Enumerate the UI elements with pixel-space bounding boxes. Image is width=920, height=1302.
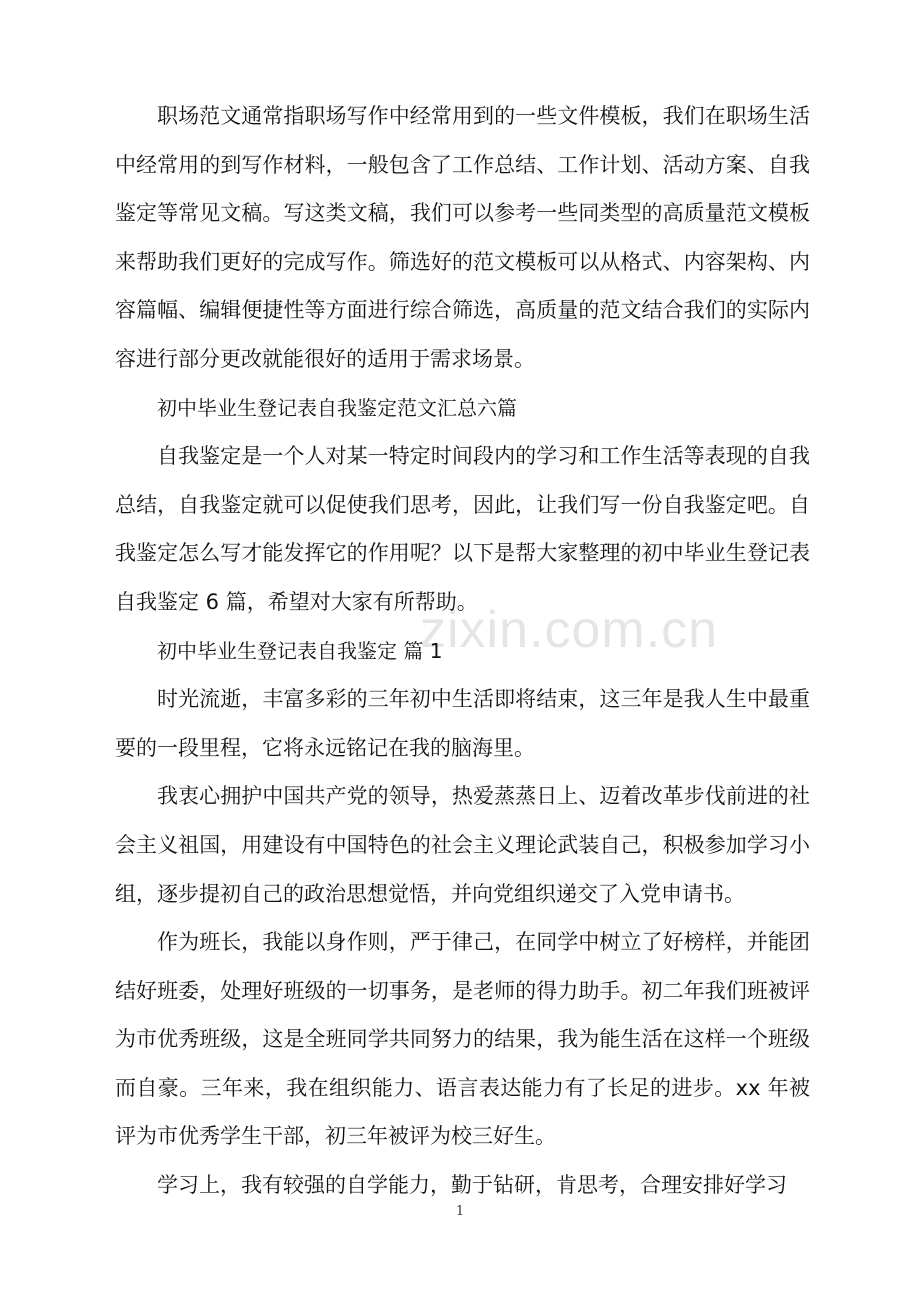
document-body [115,92,810,1210]
body-paragraph-2: 我衷心拥护中国共产党的领导，热爱蒸蒸日上、迈着改革步伐前进的社会主义祖国，用建设有中国特色的社会主义理论武装自己，积极参加学习小组，逐步提初自己的政治思想觉悟，并向党组织递交了入党申请书。 [115,784,810,906]
body-paragraph-4: 学习上，我有较强的自学能力，勤于钻研，肯思考，合理安排好学习 [157,1173,787,1198]
document-title: 初中毕业生登记表自我鉴定范文汇总六篇 [157,395,517,420]
overview-paragraph: 自我鉴定是一个人对某一特定时间段内的学习和工作生活等表现的自我总结，自我鉴定就可以促使我们思考，因此，让我们写一份自我鉴定吧。自我鉴定怎么写才能发挥它的作用呢？以下是帮大家整理的初中毕业生登记表自我鉴定 6 篇，希望对大家有所帮助。 [115,444,810,614]
section-heading-1: 初中毕业生登记表自我鉴定 篇 1 [157,638,443,663]
body-paragraph-3: 作为班长，我能以身作则，严于律己，在同学中树立了好榜样，并能团结好班委，处理好班级的一切事务，是老师的得力助手。初二年我们班被评为市优秀班级，这是全班同学共同努力的结果，我为能生活在这样一个班级而自豪。三年来，我在组织能力、语言表达能力有了长足的进步。xx 年被评为市优秀学生干部，初三年被评为校三好生。 [115,930,810,1149]
page-number: 1 [455,1204,465,1219]
intro-paragraph: 职场范文通常指职场写作中经常用到的一些文件模板，我们在职场生活中经常用的到写作材料，一般包含了工作总结、工作计划、活动方案、自我鉴定等常见文稿。写这类文稿，我们可以参考一些同类型的高质量范文模板来帮助我们更好的完成写作。筛选好的范文模板可以从格式、内容架构、内容篇幅、编辑便捷性等方面进行综合筛选，高质量的范文结合我们的实际内容进行部分更改就能很好的适用于需求场景。 [115,104,810,371]
watermark: zixin.com.cn [420,601,719,659]
body-paragraph-1: 时光流逝，丰富多彩的三年初中生活即将结束，这三年是我人生中最重要的一段里程，它将永远铭记在我的脑海里。 [115,687,810,760]
